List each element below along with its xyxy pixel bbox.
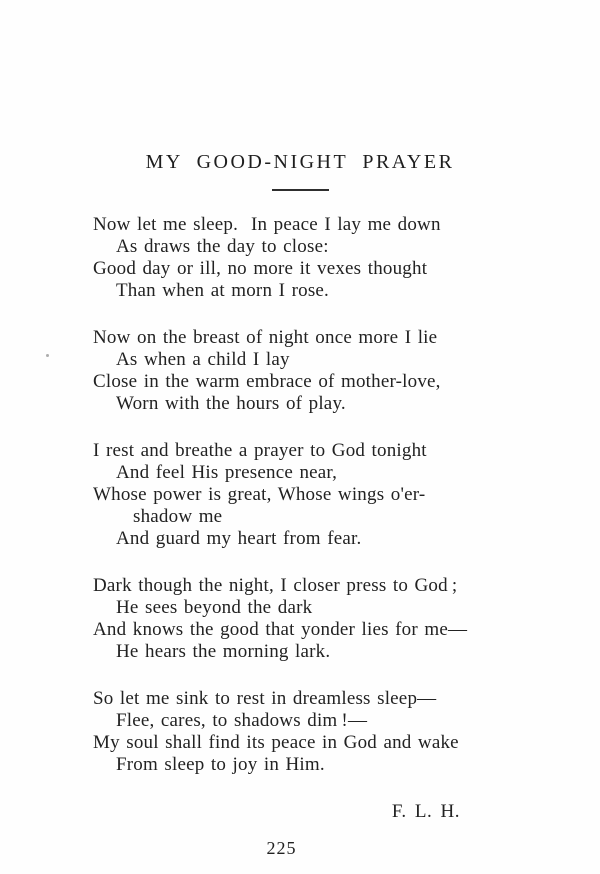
poem-line: From sleep to joy in Him. xyxy=(116,754,325,775)
poem-line: Now let me sleep. In peace I lay me down xyxy=(93,214,441,235)
poem xyxy=(93,214,600,776)
stanza xyxy=(93,575,600,663)
poem-line: Worn with the hours of play. xyxy=(116,393,346,414)
author-initials: F. L. H. xyxy=(391,801,460,822)
poem-line: My soul shall find its peace in God and wake xyxy=(93,732,459,753)
poem-line: So let me sink to rest in dreamless sleep— xyxy=(93,688,437,709)
poem-line: Now on the breast of night once more I lie xyxy=(93,327,438,348)
poem-line: Than when at morn I rose. xyxy=(116,280,329,301)
poem-line: Flee, cares, to shadows dim !— xyxy=(116,710,368,731)
poem-line: And feel His presence near, xyxy=(116,462,338,483)
title-divider xyxy=(272,189,329,191)
poem-line: Whose power is great, Whose wings o'er- xyxy=(93,484,426,505)
poem-line: Close in the warm embrace of mother-love, xyxy=(93,371,441,392)
page-number: 225 xyxy=(266,838,297,858)
poem-line: And guard my heart from fear. xyxy=(116,528,362,549)
poem-line: shadow me xyxy=(133,506,223,527)
poem-title: MY GOOD-NIGHT PRAYER xyxy=(145,151,455,173)
poem-line: And knows the good that yonder lies for me— xyxy=(93,619,468,640)
poem-line: He hears the morning lark. xyxy=(116,641,331,662)
stanza xyxy=(93,327,600,415)
stanza xyxy=(93,214,600,302)
poem-line: Dark though the night, I closer press to God ; xyxy=(93,575,458,596)
poem-line: He sees beyond the dark xyxy=(116,597,313,618)
poem-line: Good day or ill, no more it vexes thought xyxy=(93,258,428,279)
scan-speck-artifact xyxy=(46,354,49,357)
poem-line: I rest and breathe a prayer to God tonight xyxy=(93,440,427,461)
poem-line: As draws the day to close: xyxy=(116,236,329,257)
poem-line: As when a child I lay xyxy=(116,349,290,370)
stanza xyxy=(93,440,600,550)
stanza xyxy=(93,688,600,776)
